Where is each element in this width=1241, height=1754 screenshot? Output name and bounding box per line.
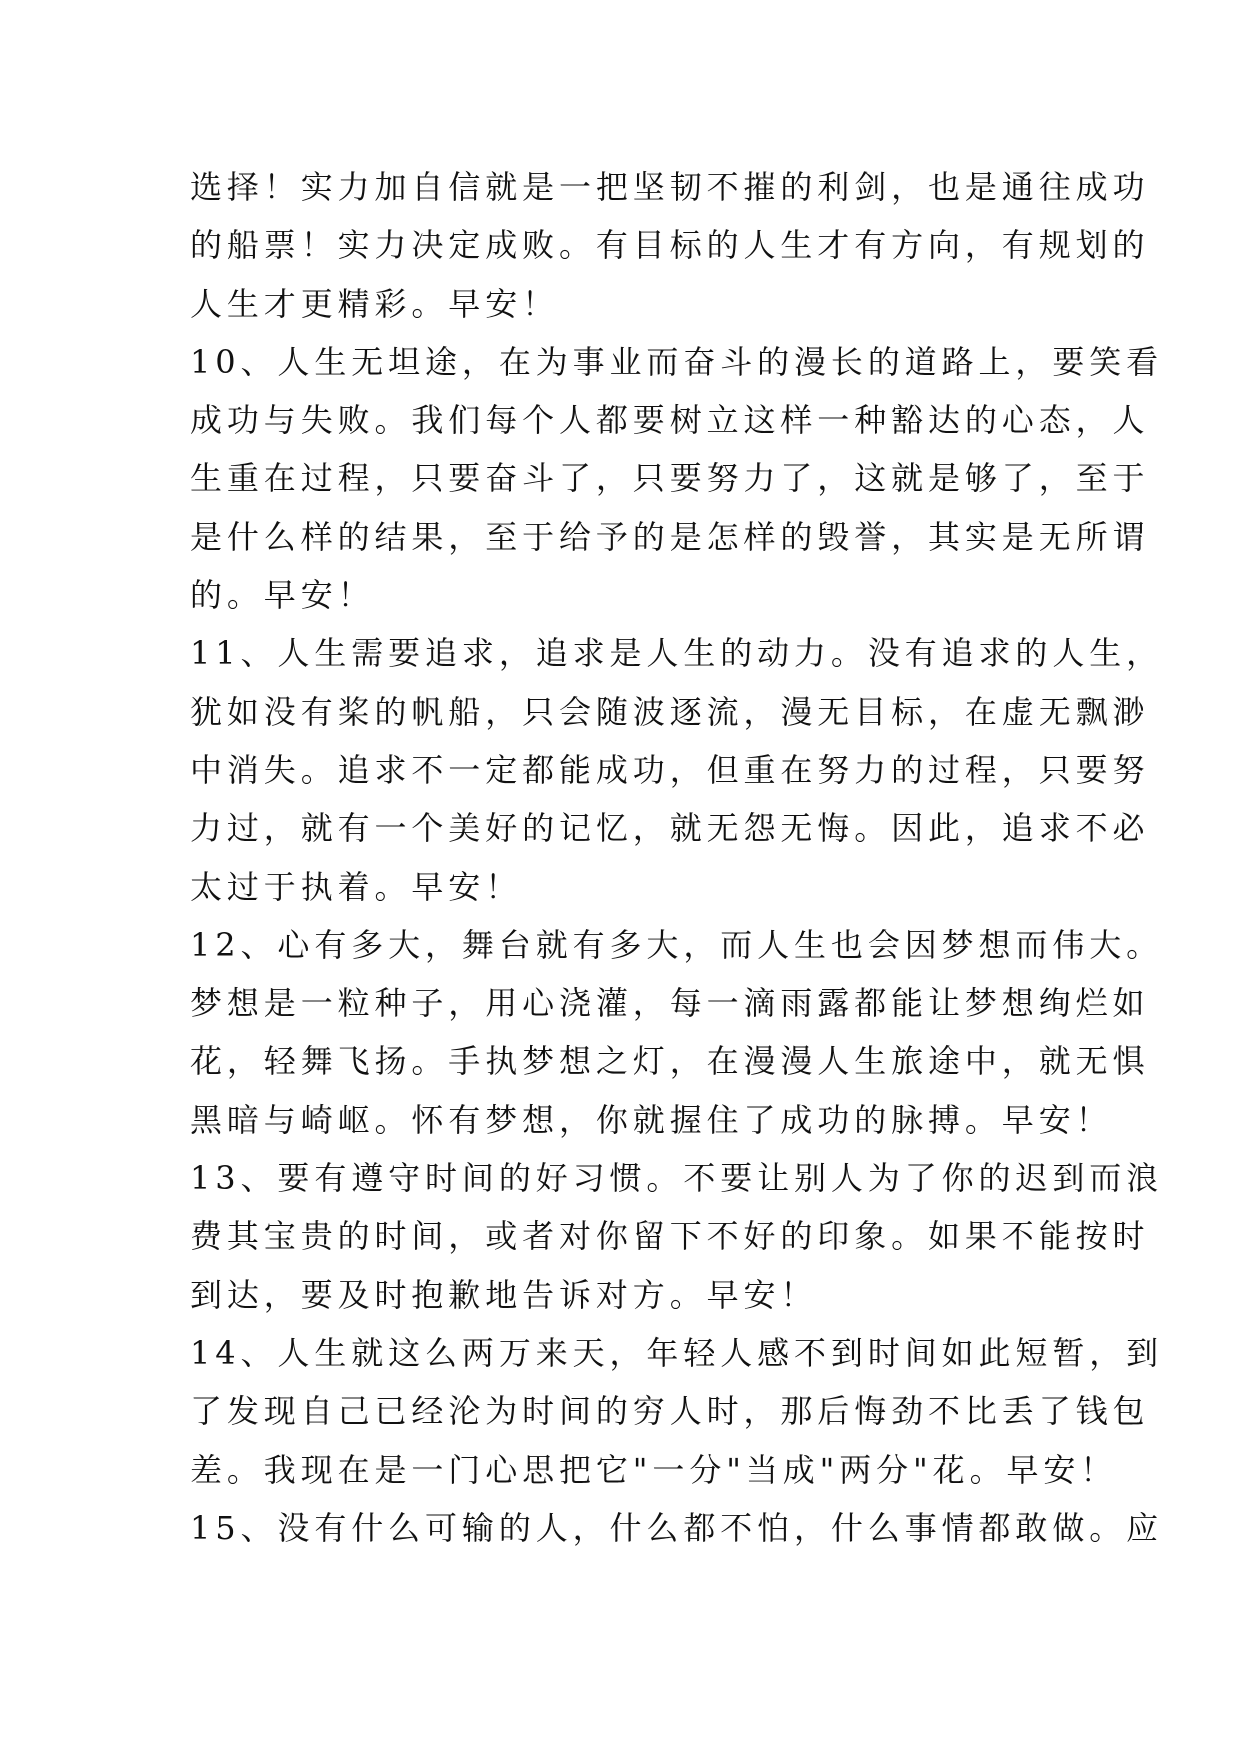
text-line: 太过于执着。早安！ (190, 867, 523, 906)
text-line: 成功与失败。我们每个人都要树立这样一种豁达的心态，人 (190, 401, 1150, 440)
text-line: 差。我现在是一门心思把它"一分"当成"两分"花。早安！ (190, 1450, 1118, 1489)
text-line: 犹如没有桨的帆船，只会随波逐流，漫无目标，在虚无飘渺 (190, 692, 1150, 731)
text-line: 到达，要及时抱歉地告诉对方。早安！ (190, 1275, 818, 1314)
text-line: 了发现自己已经沦为时间的穷人时，那后悔劲不比丢了钱包 (190, 1392, 1150, 1431)
text-line: 12、心有多大，舞台就有多大，而人生也会因梦想而伟大。 (190, 925, 1164, 964)
text-line: 15、没有什么可输的人，什么都不怕，什么事情都敢做。应 (190, 1508, 1164, 1547)
text-line: 力过，就有一个美好的记忆，就无怨无悔。因此，追求不必 (190, 809, 1150, 848)
text-line: 中消失。追求不一定都能成功，但重在努力的过程，只要努 (190, 750, 1150, 789)
text-line: 选择！实力加自信就是一把坚韧不摧的利剑，也是通往成功 (190, 168, 1150, 206)
text-line: 11、人生需要追求，追求是人生的动力。没有追求的人生， (190, 634, 1164, 673)
text-line: 人生才更精彩。早安！ (190, 284, 560, 323)
text-line: 黑暗与崎岖。怀有梦想，你就握住了成功的脉搏。早安！ (190, 1100, 1113, 1139)
text-line: 10、人生无坦途，在为事业而奋斗的漫长的道路上，要笑看 (190, 342, 1164, 381)
text-line: 生重在过程，只要奋斗了，只要努力了，这就是够了，至于 (190, 459, 1150, 498)
text-line: 13、要有遵守时间的好习惯。不要让别人为了你的迟到而浪 (190, 1159, 1164, 1198)
text-line: 梦想是一粒种子，用心浇灌，每一滴雨露都能让梦想绚烂如 (190, 984, 1150, 1023)
text-line: 花，轻舞飞扬。手执梦想之灯，在漫漫人生旅途中，就无惧 (190, 1042, 1150, 1081)
text-line: 14、人生就这么两万来天，年轻人感不到时间如此短暂，到 (190, 1333, 1164, 1372)
body-text (190, 158, 1164, 1557)
text-line: 的船票！实力决定成败。有目标的人生才有方向，有规划的 (190, 226, 1150, 265)
text-line: 是什么样的结果，至于给予的是怎样的毁誉，其实是无所谓 (190, 517, 1150, 556)
text-line: 的。早安！ (190, 576, 375, 615)
text-line: 费其宝贵的时间，或者对你留下不好的印象。如果不能按时 (190, 1217, 1150, 1256)
